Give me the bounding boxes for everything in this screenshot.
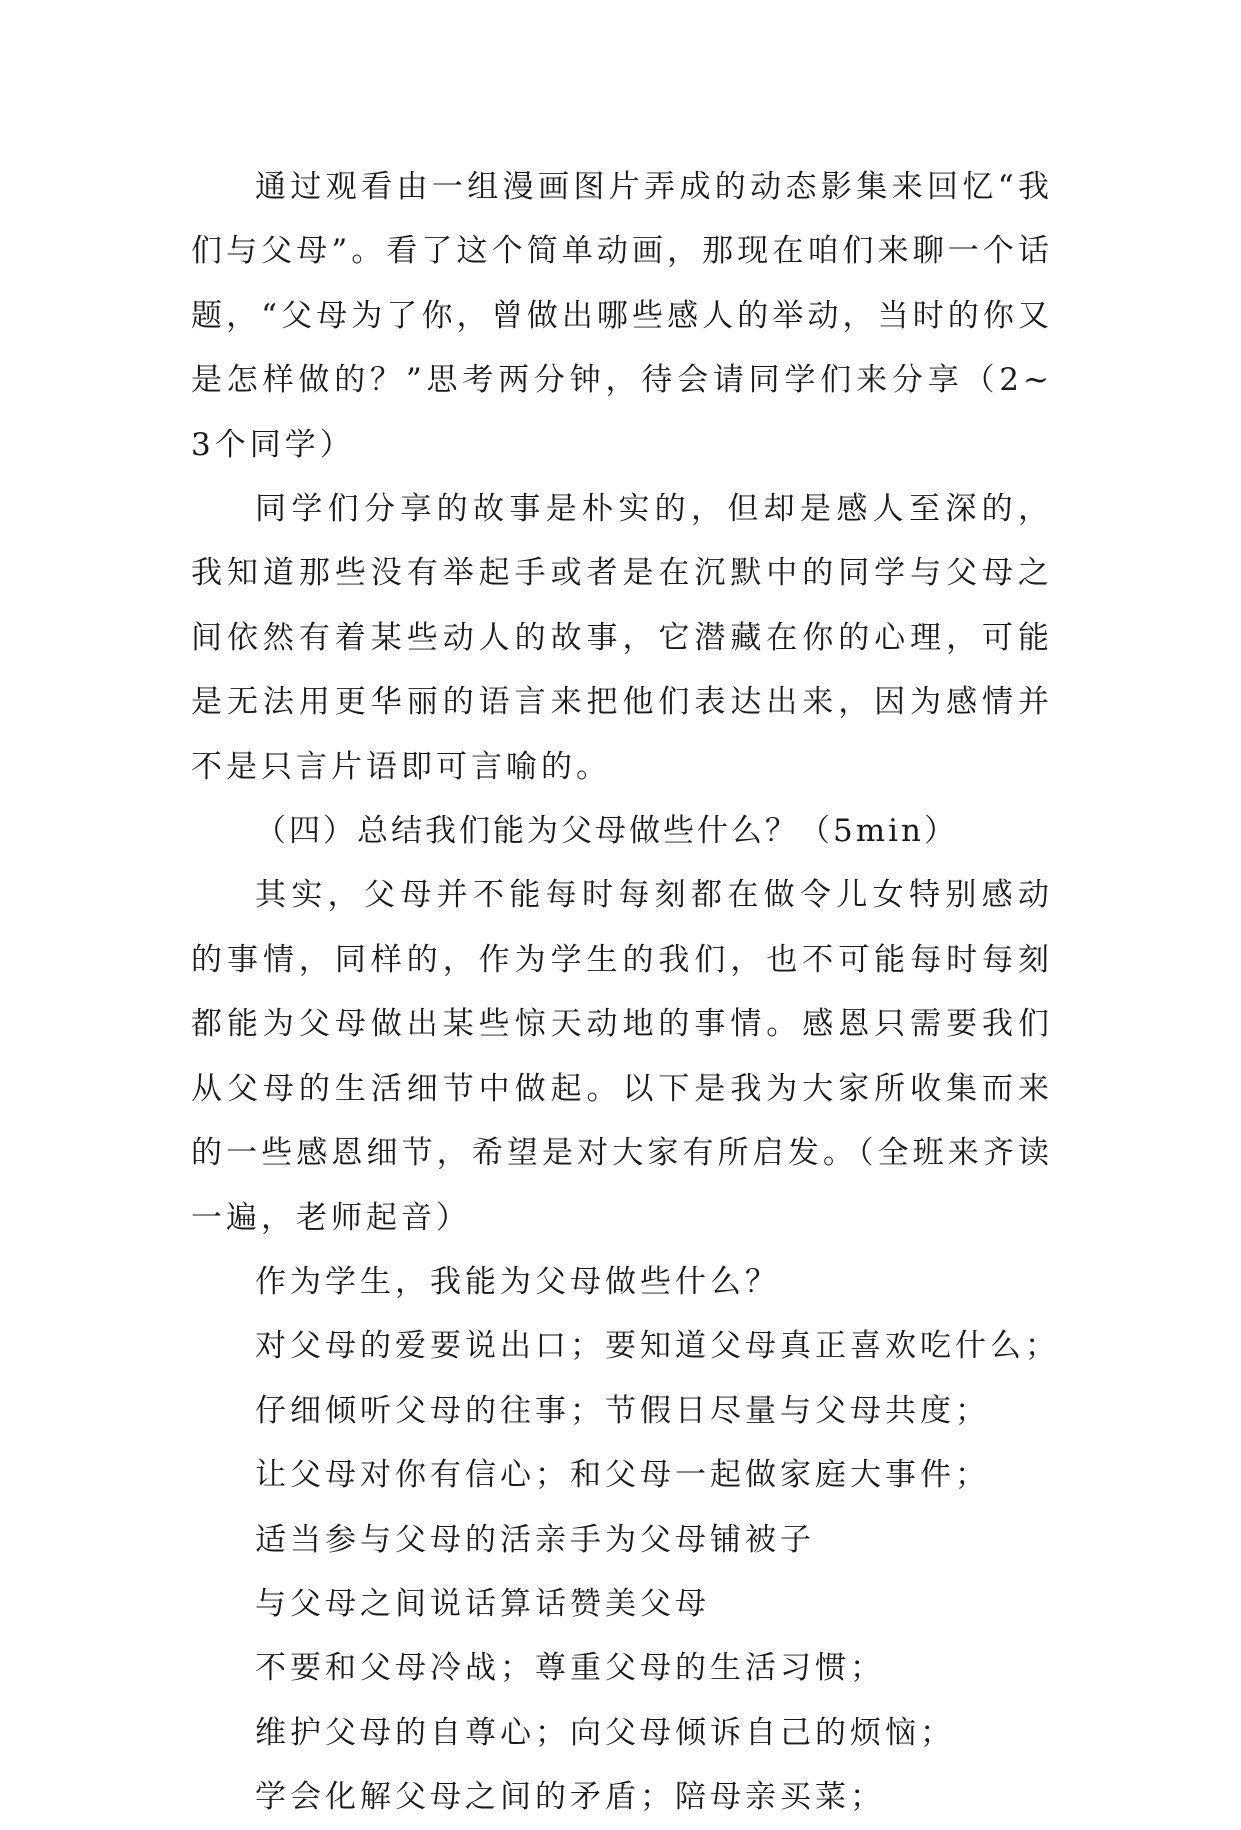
section-heading: （四）总结我们能为父母做些什么？（5min） bbox=[255, 813, 958, 850]
list-item: 让父母对你有信心；和父母一起做家庭大事件； bbox=[255, 1457, 990, 1494]
paragraph-video-recall: 通过观看由一组漫画图片弄成的动态影集来回忆“我们与父母”。看了这个简单动画，那现在咱们来聊一个话题，“父母为了你，曾做出哪些感人的举动，当时的你又是怎样做的？”思考两分钟，待会请同学们来分享（2~3个同学） bbox=[191, 169, 1053, 463]
paragraph-student-stories: 同学们分享的故事是朴实的，但却是感人至深的，我知道那些没有举起手或者是在沉默中的同学与父母之间依然有着某些动人的故事，它潜藏在你的心理，可能是无法用更华丽的语言来把他们表达出来，因为感情并不是只言片语即可言喻的。 bbox=[191, 491, 1053, 785]
list-item: 维护父母的自尊心；向父母倾诉自己的烦恼； bbox=[255, 1714, 955, 1751]
list-item: 对父母的爱要说出口；要知道父母真正喜欢吃什么； bbox=[255, 1328, 1060, 1365]
list-item: 适当参与父母的活亲手为父母铺被子 bbox=[255, 1521, 815, 1558]
document-body bbox=[191, 155, 1060, 1830]
list-item: 作为学生，我能为父母做些什么？ bbox=[255, 1263, 780, 1300]
list-item: 仔细倾听父母的往事；节假日尽量与父母共度； bbox=[255, 1392, 990, 1429]
list-item: 不要和父母冷战；尊重父母的生活习惯； bbox=[255, 1650, 885, 1687]
list-item: 学会化解父母之间的矛盾；陪母亲买菜； bbox=[255, 1779, 885, 1816]
list-item: 与父母之间说话算话赞美父母 bbox=[255, 1585, 710, 1622]
paragraph-gratitude-details: 其实，父母并不能每时每刻都在做令儿女特别感动的事情，同样的，作为学生的我们，也不可能每时每刻都能为父母做出某些惊天动地的事情。感恩只需要我们从父母的生活细节中做起。以下是我为大家所收集而来的一些感恩细节，希望是对大家有所启发。（全班来齐读一遍，老师起音） bbox=[191, 877, 1053, 1236]
